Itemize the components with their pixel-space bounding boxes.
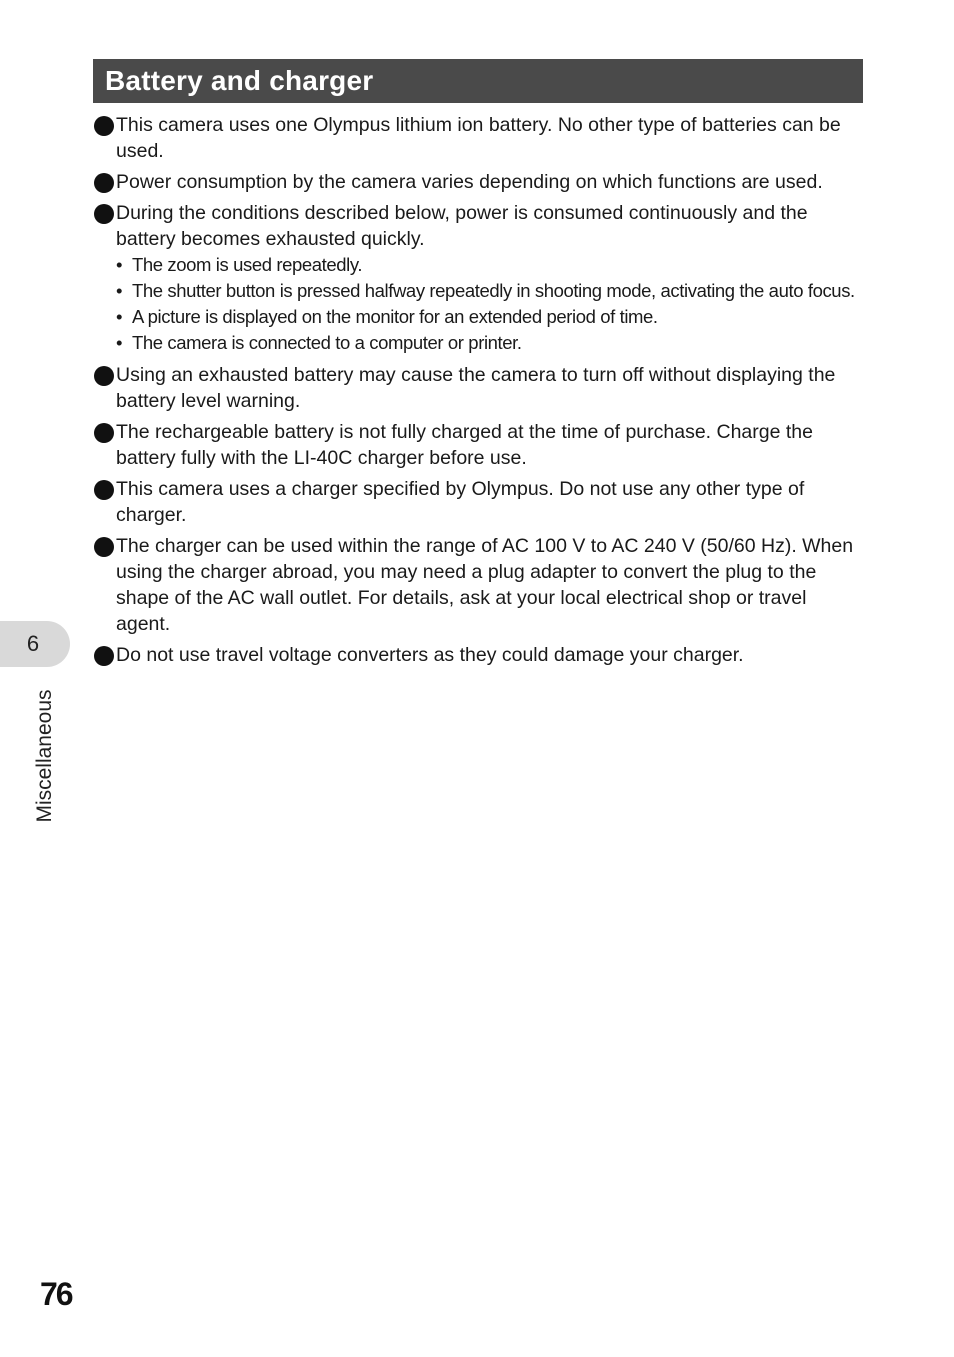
bullet-icon — [94, 366, 114, 386]
list-item-text: This camera uses one Olympus lithium ion battery. No other type of batteries can be used. — [116, 114, 841, 162]
sub-list-item — [94, 252, 866, 278]
sub-list — [94, 252, 866, 356]
sub-list-item — [94, 278, 866, 304]
sub-list-item — [94, 330, 866, 356]
section-title-bar — [93, 59, 863, 103]
sub-list-item-text: The zoom is used repeatedly. — [132, 254, 363, 275]
list-item-text: The rechargeable battery is not fully charged at the time of purchase. Charge the battery fully with the LI-40C charger before use. — [116, 421, 813, 469]
bullet-icon — [94, 480, 114, 500]
bullet-icon — [94, 537, 114, 557]
bullet-icon — [94, 116, 114, 136]
section-title: Battery and charger — [105, 65, 374, 96]
list-item-text: The charger can be used within the range of AC 100 V to AC 240 V (50/60 Hz). When using the charger abroad, you may need a plug adapter to convert the plug to the shape of the AC wall outlet. For details, ask at your local electrical shop or travel agent. — [116, 535, 854, 635]
list-item — [94, 112, 866, 164]
sub-bullet: • — [116, 280, 123, 301]
list-item-text: During the conditions described below, power is consumed continuously and the battery becomes exhausted quickly. — [116, 202, 808, 250]
list-item — [94, 169, 866, 195]
chapter-number: 6 — [26, 631, 40, 656]
list-item — [94, 642, 866, 668]
list-item — [94, 200, 866, 252]
list-item-text: Do not use travel voltage converters as they could damage your charger. — [116, 644, 744, 666]
chapter-label: Miscellaneous — [33, 689, 56, 823]
sub-list-item-text: A picture is displayed on the monitor for an extended period of time. — [132, 306, 658, 327]
sub-bullet: • — [116, 306, 123, 327]
content-list — [94, 112, 866, 673]
sub-list-item-text: The shutter button is pressed halfway repeatedly in shooting mode, activating the auto focus. — [132, 280, 855, 301]
list-item-text: Power consumption by the camera varies depending on which functions are used. — [116, 171, 823, 193]
sub-bullet: • — [116, 254, 123, 275]
bullet-icon — [94, 204, 114, 224]
bullet-icon — [94, 646, 114, 666]
list-item-text: Using an exhausted battery may cause the camera to turn off without displaying the battery level warning. — [116, 364, 836, 412]
list-item-text: This camera uses a charger specified by Olympus. Do not use any other type of charger. — [116, 478, 805, 526]
bullet-icon — [94, 173, 114, 193]
sub-bullet: • — [116, 332, 123, 353]
chapter-tab — [0, 621, 70, 667]
sub-list-item — [94, 304, 866, 330]
list-item — [94, 476, 866, 528]
list-item — [94, 533, 866, 637]
list-item — [94, 362, 866, 414]
bullet-icon — [94, 423, 114, 443]
sub-list-item-text: The camera is connected to a computer or printer. — [132, 332, 522, 353]
list-item — [94, 419, 866, 471]
page-number: 76 — [40, 1276, 72, 1312]
